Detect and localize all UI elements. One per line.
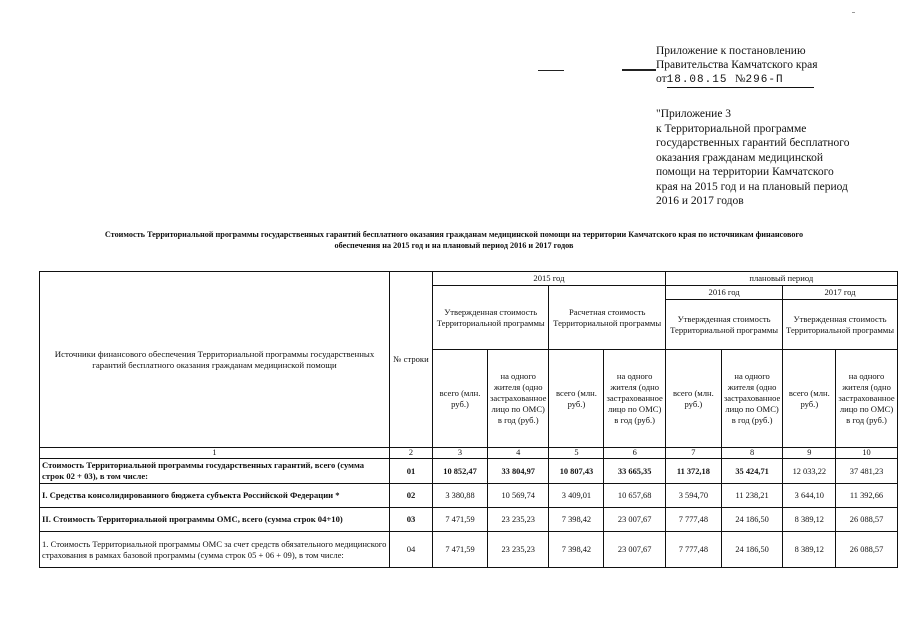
cell-value: 7 471,59 bbox=[433, 508, 488, 532]
cell-value: 24 186,50 bbox=[721, 508, 782, 532]
cell-value: 7 777,48 bbox=[665, 508, 721, 532]
row-number: 01 bbox=[390, 459, 433, 484]
appendix-line: края на 2015 год и на плановый период bbox=[656, 180, 848, 193]
total-header: всего (млн. руб.) bbox=[549, 350, 604, 448]
year-2015-header: 2015 год bbox=[433, 272, 666, 286]
appendix-line: 2016 и 2017 годов bbox=[656, 195, 744, 207]
cell-value: 23 235,23 bbox=[488, 508, 549, 532]
column-numbers-row: 1 2 3 4 5 6 7 8 9 10 bbox=[40, 448, 898, 459]
cell-value: 3 409,01 bbox=[549, 484, 604, 508]
row-number: 04 bbox=[390, 532, 433, 568]
table-row bbox=[40, 484, 898, 508]
cell-value: 10 852,47 bbox=[433, 459, 488, 484]
cell-value: 24 186,50 bbox=[721, 532, 782, 568]
cell-value: 11 238,21 bbox=[721, 484, 782, 508]
total-header: всего (млн. руб.) bbox=[433, 350, 488, 448]
cell-value: 26 088,57 bbox=[836, 532, 897, 568]
cell-value: 7 471,59 bbox=[433, 532, 488, 568]
cost-table bbox=[39, 271, 898, 568]
row-label: I. Средства консолидированного бюджета субъекта Российской Федерации * bbox=[40, 484, 390, 508]
cell-value: 12 033,22 bbox=[783, 459, 836, 484]
cell-value: 35 424,71 bbox=[721, 459, 782, 484]
planned-period-header: плановый период bbox=[665, 272, 897, 286]
cell-value: 37 481,23 bbox=[836, 459, 897, 484]
appendix-header bbox=[656, 107, 849, 209]
scan-mark bbox=[852, 12, 855, 13]
cell-value: 33 804,97 bbox=[488, 459, 549, 484]
resolution-date: 18.08.15 №296-П bbox=[667, 72, 814, 88]
cell-value: 3 644,10 bbox=[783, 484, 836, 508]
per-capita-header: на одного жителя (одно застрахованное лицо по ОМС) в год (руб.) bbox=[604, 350, 665, 448]
year-2017-header: 2017 год bbox=[783, 286, 897, 300]
header-line: Приложение к постановлению bbox=[656, 45, 806, 57]
cell-value: 33 665,35 bbox=[604, 459, 665, 484]
cell-value: 8 389,12 bbox=[783, 532, 836, 568]
header-date-line: от18.08.15 №296-П bbox=[656, 72, 818, 88]
approved-cost-header: Утвержденная стоимость Территориальной программы bbox=[665, 300, 782, 350]
appendix-line: помощи на территории Камчатского bbox=[656, 166, 834, 178]
cell-value: 23 007,67 bbox=[604, 532, 665, 568]
appendix-line: государственных гарантий бесплатного bbox=[656, 137, 850, 149]
row-label: II. Стоимость Территориальной программы ОМС, всего (сумма строк 04+10) bbox=[40, 508, 390, 532]
per-capita-header: на одного жителя (одно застрахованное лицо по ОМС) в год (руб.) bbox=[836, 350, 897, 448]
cell-value: 3 594,70 bbox=[665, 484, 721, 508]
cell-value: 10 569,74 bbox=[488, 484, 549, 508]
cell-value: 26 088,57 bbox=[836, 508, 897, 532]
calculated-cost-header: Расчетная стоимость Территориальной программы bbox=[549, 286, 665, 350]
resolution-header bbox=[656, 44, 818, 88]
cell-value: 7 777,48 bbox=[665, 532, 721, 568]
cell-value: 11 372,18 bbox=[665, 459, 721, 484]
table-row bbox=[40, 532, 898, 568]
row-label: Стоимость Территориальной программы государственных гарантий, всего (сумма строк 02 + 03), в том числе: bbox=[40, 459, 390, 484]
per-capita-header: на одного жителя (одно застрахованное лицо по ОМС) в год (руб.) bbox=[488, 350, 549, 448]
scan-dash bbox=[538, 70, 564, 71]
header-line: Правительства Камчатского края bbox=[656, 59, 818, 71]
row-number: 02 bbox=[390, 484, 433, 508]
source-header: Источники финансового обеспечения Территориальной программы государственных гарантий бесплатного оказания гражданам медицинской помощи bbox=[40, 272, 390, 448]
row-label: 1. Стоимость Территориальной программы ОМС за счет средств обязательного медицинского страхования в рамках базовой программы (сумма строк 05 + 06 + 09), в том числе: bbox=[40, 532, 390, 568]
cell-value: 10 657,68 bbox=[604, 484, 665, 508]
per-capita-header: на одного жителя (одно застрахованное лицо по ОМС) в год (руб.) bbox=[721, 350, 782, 448]
cell-value: 23 235,23 bbox=[488, 532, 549, 568]
cell-value: 23 007,67 bbox=[604, 508, 665, 532]
approved-cost-header: Утвержденная стоимость Территориальной программы bbox=[433, 286, 549, 350]
document-title: Стоимость Территориальной программы государственных гарантий бесплатного оказания гражданам медицинской помощи на территории Камчатского края по источникам финансового обеспечения на 2015 год и на плановый период 2016 и 2017 годов bbox=[104, 230, 804, 250]
row-number: 03 bbox=[390, 508, 433, 532]
cell-value: 10 807,43 bbox=[549, 459, 604, 484]
year-2016-header: 2016 год bbox=[665, 286, 782, 300]
cell-value: 7 398,42 bbox=[549, 532, 604, 568]
cell-value: 3 380,88 bbox=[433, 484, 488, 508]
cell-value: 7 398,42 bbox=[549, 508, 604, 532]
total-header: всего (млн. руб.) bbox=[665, 350, 721, 448]
table-row bbox=[40, 508, 898, 532]
approved-cost-header: Утвержденная стоимость Территориальной программы bbox=[783, 300, 897, 350]
row-number-header: № строки bbox=[390, 272, 433, 448]
appendix-line: к Территориальной программе bbox=[656, 122, 807, 135]
scan-dash bbox=[622, 69, 656, 71]
table-row bbox=[40, 459, 898, 484]
cell-value: 8 389,12 bbox=[783, 508, 836, 532]
cell-value: 11 392,66 bbox=[836, 484, 897, 508]
appendix-line: "Приложение 3 bbox=[656, 108, 732, 120]
appendix-line: оказания гражданам медицинской bbox=[656, 151, 823, 164]
total-header: всего (млн. руб.) bbox=[783, 350, 836, 448]
